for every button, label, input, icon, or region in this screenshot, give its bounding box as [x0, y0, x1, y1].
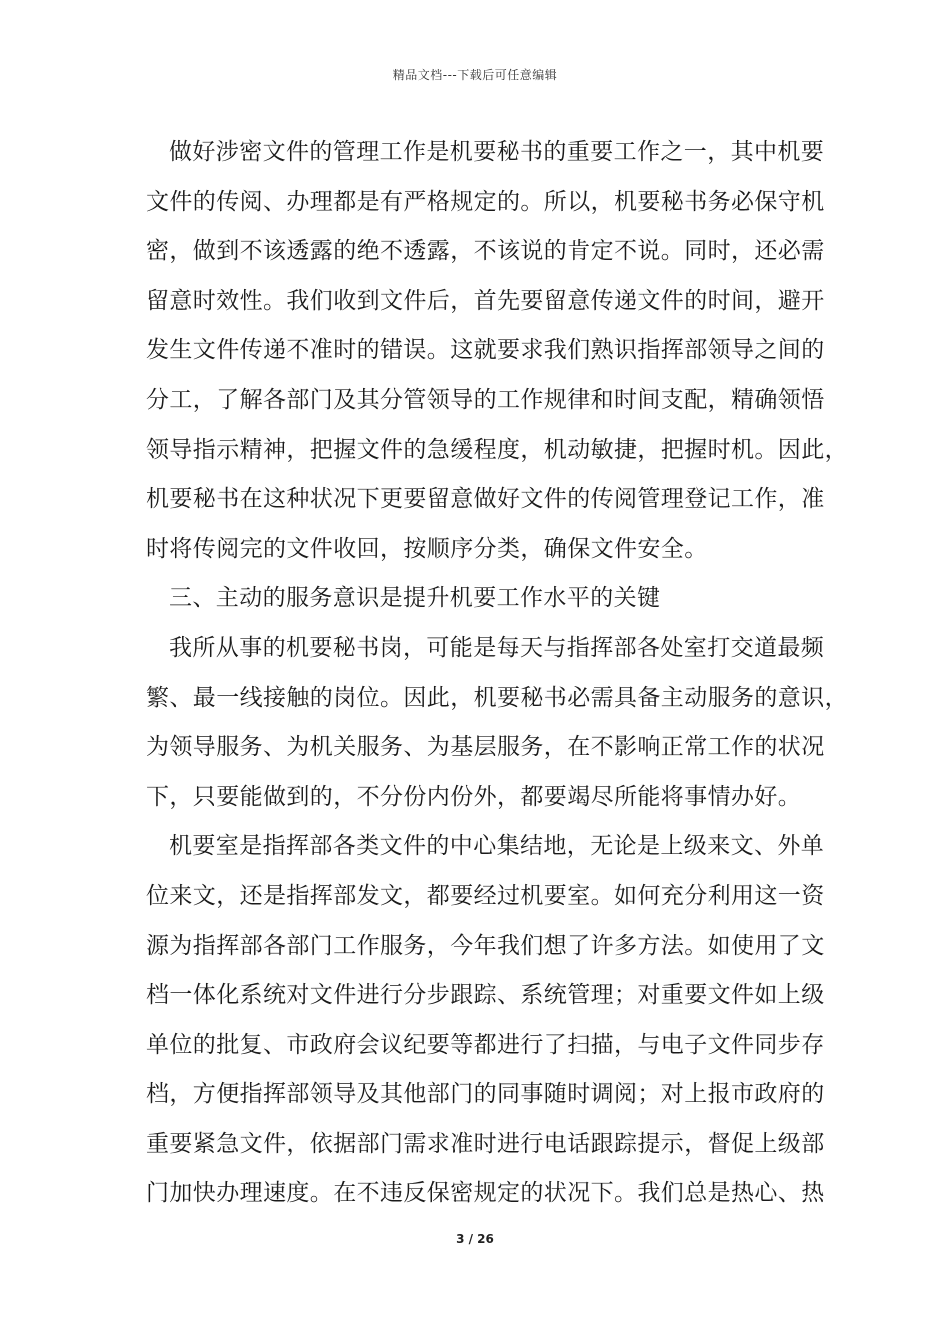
paragraph-line: 下，只要能做到的，不分份内份外，都要竭尽所能将事情办好。 — [146, 783, 802, 810]
paragraph-line: 分工，了解各部门及其分管领导的工作规律和时间支配，精确领悟 — [146, 386, 825, 413]
paragraph-line: 时将传阅完的文件收回，按顺序分类，确保文件安全。 — [146, 535, 708, 562]
paragraph-line: 文件的传阅、办理都是有严格规定的。所以，机要秘书务必保守机 — [146, 188, 825, 215]
paragraph-line: 密，做到不该透露的绝不透露，不该说的肯定不说。同时，还必需 — [146, 238, 825, 265]
paragraph-line: 为领导服务、为机关服务、为基层服务，在不影响正常工作的状况 — [146, 734, 825, 761]
paragraph-line: 做好涉密文件的管理工作是机要秘书的重要工作之一，其中机要 — [169, 139, 825, 165]
paragraph-line: 门加快办理速度。在不违反保密规定的状况下。我们总是热心、热 — [146, 1180, 825, 1207]
paragraph-line: 源为指挥部各部门工作服务，今年我们想了许多方法。如使用了文 — [146, 932, 825, 959]
paragraph-line: 机要室是指挥部各类文件的中心集结地，无论是上级来文、外单 — [169, 833, 825, 860]
paragraph-line: 档，方便指挥部领导及其他部门的同事随时调阅；对上报市政府的 — [146, 1081, 825, 1108]
paragraph-line: 机要秘书在这种状况下更要留意做好文件的传阅管理登记工作，准 — [146, 486, 825, 513]
page-header: 精品文档---下载后可任意编辑 — [392, 68, 558, 82]
paragraph-line: 我所从事的机要秘书岗，可能是每天与指挥部各处室打交道最频 — [169, 634, 825, 661]
paragraph-line: 领导指示精神，把握文件的急缓程度，机动敏捷，把握时机。因此， — [146, 436, 848, 463]
section-heading: 三、主动的服务意识是提升机要工作水平的关键 — [169, 585, 661, 612]
page-number: 3 / 26 — [456, 1232, 494, 1246]
paragraph-line: 重要紧急文件，依据部门需求准时进行电话跟踪提示，督促上级部 — [146, 1130, 825, 1157]
paragraph-line: 位来文，还是指挥部发文，都要经过机要室。如何充分利用这一资 — [146, 882, 825, 909]
document-body — [146, 128, 848, 1219]
paragraph-line: 单位的批复、市政府会议纪要等都进行了扫描，与电子文件同步存 — [146, 1031, 825, 1058]
paragraph-line: 发生文件传递不准时的错误。这就要求我们熟识指挥部领导之间的 — [146, 337, 825, 364]
paragraph-line: 繁、最一线接触的岗位。因此，机要秘书必需具备主动服务的意识， — [146, 684, 848, 711]
paragraph-line: 留意时效性。我们收到文件后，首先要留意传递文件的时间，避开 — [146, 287, 825, 314]
paragraph-line: 档一体化系统对文件进行分步跟踪、系统管理；对重要文件如上级 — [146, 982, 825, 1009]
